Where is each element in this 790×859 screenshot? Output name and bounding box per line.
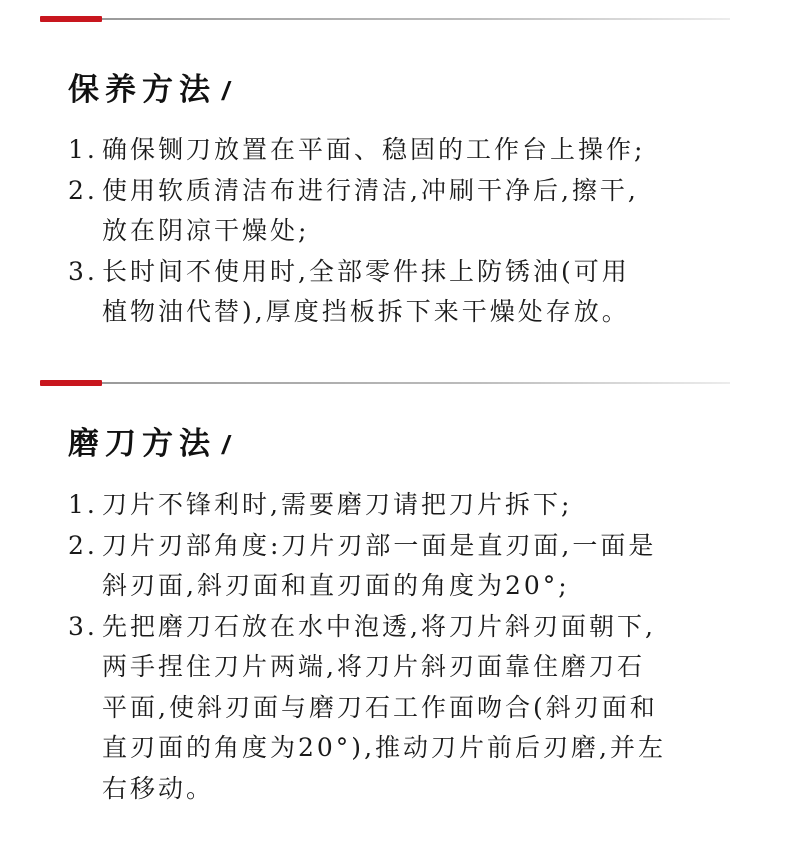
item-line: 植物油代替),厚度挡板拆下来干燥处存放。: [102, 297, 630, 326]
item-text: [102, 607, 666, 810]
item-number: 3.: [68, 611, 98, 641]
divider-line: [102, 18, 730, 20]
item-line: 直刃面的角度为20°),推动刀片前后刃磨,并左: [102, 733, 666, 762]
item-number: 1.: [68, 490, 98, 519]
divider-accent: [40, 16, 102, 22]
item-text: [102, 171, 639, 252]
item-number: 2.: [68, 175, 98, 205]
item-line: 平面,使斜刃面与磨刀石工作面吻合(斜刃面和: [102, 692, 658, 722]
item-line: 使用软质清洁布进行清洁,冲刷干净后,擦干,: [102, 175, 639, 205]
item-number: 2.: [68, 530, 98, 560]
instruction-list: [68, 130, 645, 333]
item-number: 1.: [68, 135, 98, 164]
item-text: [102, 130, 645, 171]
list-item: [68, 607, 666, 810]
divider-accent: [40, 380, 102, 386]
divider-line: [102, 382, 730, 384]
item-line: 确保铡刀放置在平面、稳固的工作台上操作;: [102, 135, 646, 164]
item-line: 右移动。: [102, 773, 215, 803]
section-heading: [68, 424, 229, 465]
list-item: [68, 485, 666, 526]
item-line: 先把磨刀石放在水中泡透,将刀片斜刃面朝下,: [102, 611, 656, 641]
item-line: 放在阴凉干燥处;: [102, 216, 310, 245]
section-title: 保养方法: [68, 72, 216, 108]
list-item: [68, 526, 666, 607]
list-item: [68, 252, 645, 333]
title-slash: /: [222, 430, 230, 460]
item-text: [102, 252, 630, 333]
section-divider: [40, 380, 730, 386]
item-line: 斜刃面,斜刃面和直刃面的角度为20°;: [102, 571, 570, 600]
item-line: 两手捏住刀片两端,将刀片斜刃面靠住磨刀石: [102, 652, 645, 681]
section-title: 磨刀方法: [68, 426, 216, 462]
item-line: 长时间不使用时,全部零件抹上防锈油(可用: [102, 256, 630, 286]
instruction-list: [68, 485, 666, 809]
item-text: [102, 526, 656, 607]
item-text: [102, 485, 572, 526]
list-item: [68, 130, 645, 171]
item-line: 刀片刃部角度:刀片刃部一面是直刃面,一面是: [102, 530, 657, 560]
item-number: 3.: [68, 256, 98, 286]
section-divider: [40, 16, 730, 22]
section-heading: [68, 70, 229, 111]
list-item: [68, 171, 645, 252]
title-slash: /: [222, 76, 230, 106]
item-line: 刀片不锋利时,需要磨刀请把刀片拆下;: [102, 490, 573, 519]
